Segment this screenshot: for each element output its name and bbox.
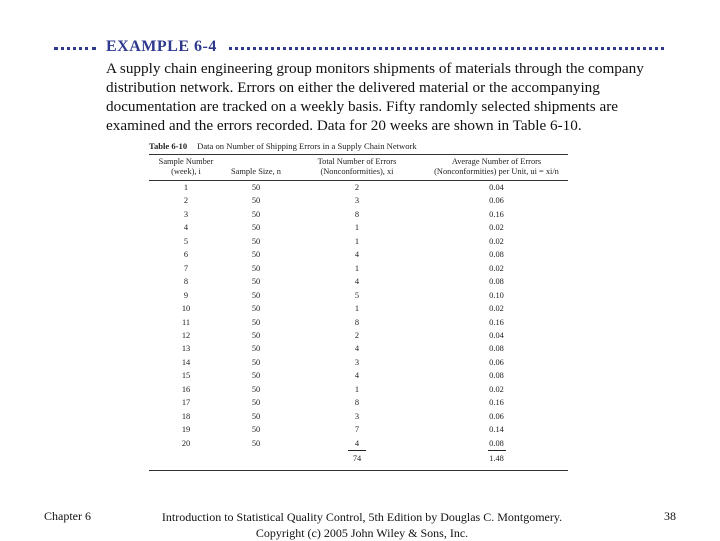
cell-sample-size: 50	[251, 236, 261, 246]
cell-total-errors: 4	[354, 277, 360, 287]
cell-total-errors: 4	[354, 371, 360, 381]
cell-average-errors: 0.06	[489, 411, 504, 421]
cell-sample-size: 50	[251, 344, 261, 354]
cell-average-errors: 0.14	[489, 425, 504, 435]
cell-sample-number: 6	[183, 250, 189, 260]
table-row	[149, 396, 568, 409]
cell-total-errors: 4	[354, 438, 360, 448]
cell-total-errors: 2	[354, 330, 360, 340]
cell-average-errors: 0.06	[489, 196, 504, 206]
table-row	[149, 369, 568, 382]
cell-sample-number: 11	[181, 317, 191, 327]
cell-average-errors: 0.04	[489, 330, 504, 340]
table-header-row	[149, 155, 568, 181]
cell-total-errors: 8	[354, 398, 360, 408]
table-row	[149, 302, 568, 315]
example-header	[54, 36, 664, 58]
table-row	[149, 437, 568, 450]
cell-average-errors: 0.02	[489, 384, 504, 394]
cell-average-errors: 0.02	[489, 236, 504, 246]
dotted-rule-right	[229, 47, 664, 50]
cell-average-errors: 0.16	[489, 317, 504, 327]
cell-average-errors: 0.04	[489, 183, 504, 192]
cell-average-errors: 0.08	[489, 250, 504, 260]
table-row	[149, 410, 568, 423]
cell-sample-size: 50	[251, 317, 261, 327]
table-number: Table 6-10	[149, 141, 188, 151]
example-title: EXAMPLE 6-4	[106, 38, 217, 55]
cell-sample-size: 50	[251, 330, 261, 340]
table-row	[149, 356, 568, 369]
table-caption	[149, 140, 568, 152]
cell-sample-number: 2	[183, 196, 189, 206]
table-row	[149, 316, 568, 329]
footer-citation	[152, 509, 572, 541]
cell-average-errors: 0.10	[489, 290, 504, 300]
cell-average-errors: 0.16	[489, 398, 504, 408]
table-row	[149, 235, 568, 248]
cell-sample-size: 50	[251, 183, 261, 192]
cell-sample-number: 5	[183, 236, 189, 246]
table-row	[149, 181, 568, 195]
header-sample-size: Sample Size, n	[230, 167, 281, 176]
cell-average-errors: 0.08	[489, 371, 504, 381]
cell-sample-number: 15	[181, 371, 191, 381]
cell-average-errors: 0.08	[489, 344, 504, 354]
table-6-10	[149, 140, 568, 471]
table-row	[149, 208, 568, 221]
cell-sample-size: 50	[251, 196, 261, 206]
cell-sample-size: 50	[251, 304, 261, 314]
cell-sample-number: 9	[183, 290, 189, 300]
cell-sample-number: 12	[181, 330, 191, 340]
cell-sample-size: 50	[251, 371, 261, 381]
total-errors: 74	[348, 450, 366, 466]
table-row	[149, 248, 568, 261]
cell-total-errors: 1	[354, 236, 360, 246]
cell-total-errors: 7	[354, 425, 360, 435]
table-row	[149, 342, 568, 355]
table-row	[149, 221, 568, 234]
cell-total-errors: 1	[354, 384, 360, 394]
cell-total-errors: 1	[354, 263, 360, 273]
table-row	[149, 275, 568, 288]
cell-sample-size: 50	[251, 209, 261, 219]
cell-total-errors: 8	[354, 209, 360, 219]
cell-sample-size: 50	[251, 357, 261, 367]
cell-total-errors: 3	[354, 357, 360, 367]
cell-sample-number: 1	[183, 183, 189, 192]
cell-sample-size: 50	[251, 398, 261, 408]
cell-sample-number: 20	[181, 438, 191, 448]
cell-total-errors: 2	[354, 183, 360, 192]
cell-sample-number: 7	[183, 263, 189, 273]
cell-sample-size: 50	[251, 438, 261, 448]
table-row	[149, 262, 568, 275]
cell-total-errors: 5	[354, 290, 360, 300]
table-row	[149, 329, 568, 342]
cell-sample-size: 50	[251, 277, 261, 287]
cell-sample-size: 50	[251, 425, 261, 435]
cell-total-errors: 3	[354, 196, 360, 206]
footer-chapter: Chapter 6	[44, 509, 91, 523]
header-average-errors: Average Number of Errors (Nonconformities) per Unit, ui = xi/n	[434, 157, 559, 176]
cell-total-errors: 4	[354, 250, 360, 260]
dotted-rule-left	[54, 47, 96, 50]
intro-paragraph: A supply chain engineering group monitors shipments of materials through the company distribution network. Errors on either the delivered material or the accompanying documentation are tracked on a weekly basis. Fifty randomly selected shipments are examined and the errors recorded. Data for 20 weeks are shown in Table 6-10.	[106, 60, 644, 134]
cell-average-errors: 0.02	[489, 223, 504, 233]
cell-average-errors: 0.08	[489, 277, 504, 287]
cell-sample-number: 18	[181, 411, 191, 421]
total-average: 1.48	[488, 450, 506, 466]
cell-sample-size: 50	[251, 384, 261, 394]
table-row	[149, 383, 568, 396]
table-caption-text: Data on Number of Shipping Errors in a Supply Chain Network	[197, 141, 417, 151]
cell-sample-number: 17	[181, 398, 191, 408]
cell-total-errors: 4	[354, 344, 360, 354]
cell-total-errors: 1	[354, 304, 360, 314]
table-row	[149, 194, 568, 207]
cell-average-errors: 0.16	[489, 209, 504, 219]
shipping-errors-table	[149, 155, 568, 466]
cell-sample-size: 50	[251, 250, 261, 260]
cell-sample-size: 50	[251, 411, 261, 421]
header-total-errors: Total Number of Errors (Nonconformities), xi	[317, 157, 397, 176]
cell-sample-size: 50	[251, 223, 261, 233]
cell-sample-number: 19	[181, 425, 191, 435]
cell-total-errors: 8	[354, 317, 360, 327]
table-bottom-rule	[149, 470, 568, 471]
cell-total-errors: 1	[354, 223, 360, 233]
cell-sample-number: 3	[183, 209, 189, 219]
cell-sample-number: 4	[183, 223, 189, 233]
cell-sample-size: 50	[251, 290, 261, 300]
cell-sample-number: 14	[181, 357, 191, 367]
cell-sample-number: 10	[181, 304, 191, 314]
cell-sample-number: 16	[181, 384, 191, 394]
table-row	[149, 289, 568, 302]
cell-average-errors: 0.02	[489, 263, 504, 273]
cell-sample-size: 50	[251, 263, 261, 273]
footer-citation-line1: Introduction to Statistical Quality Control, 5th Edition by Douglas C. Montgomery.	[161, 510, 563, 524]
header-sample-number: Sample Number (week), i	[158, 157, 214, 176]
cell-average-errors: 0.02	[489, 304, 504, 314]
totals-row	[149, 450, 568, 466]
cell-average-errors: 0.08	[489, 438, 504, 448]
footer-citation-line2: Copyright (c) 2005 John Wiley & Sons, Inc.	[255, 526, 469, 540]
footer-page-number: 38	[664, 509, 676, 523]
cell-average-errors: 0.06	[489, 357, 504, 367]
table-row	[149, 423, 568, 436]
cell-total-errors: 3	[354, 411, 360, 421]
cell-sample-number: 8	[183, 277, 189, 287]
cell-sample-number: 13	[181, 344, 191, 354]
